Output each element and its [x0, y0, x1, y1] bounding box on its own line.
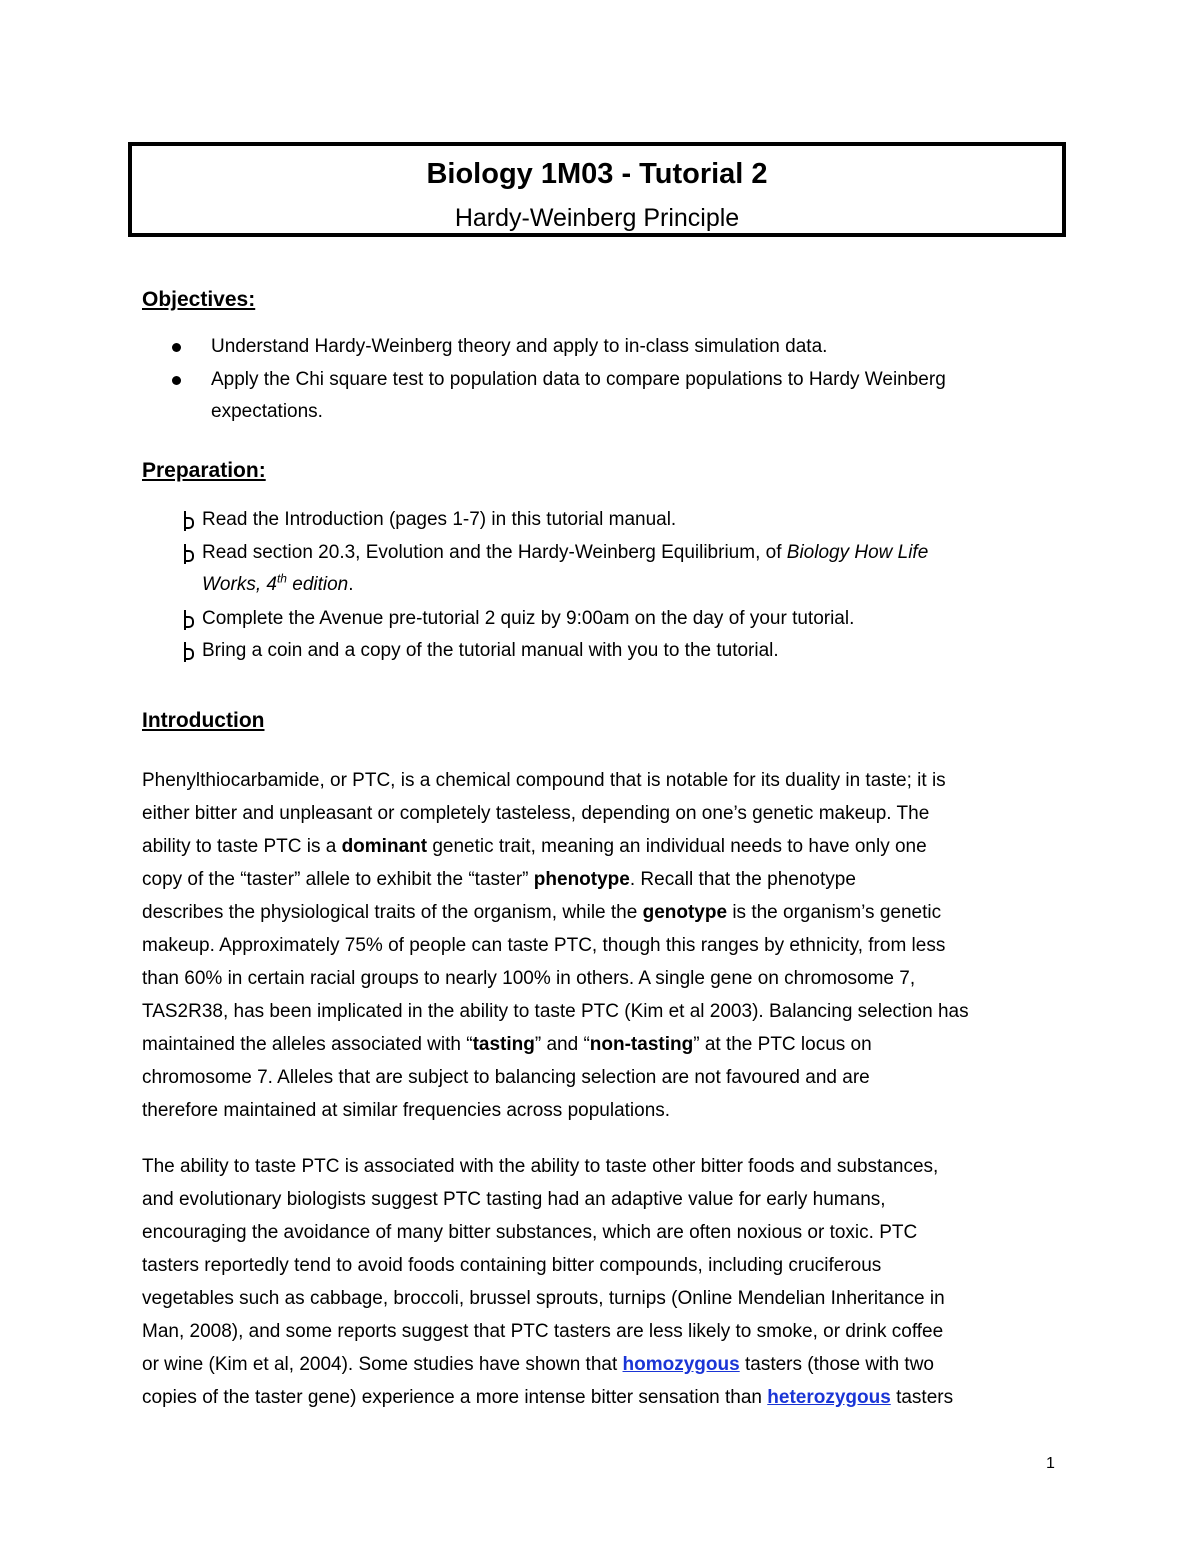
paragraph-2-line: encouraging the avoidance of many bitter substances, which are often noxious or toxic. PTC: [142, 1222, 918, 1243]
objective-item-2-continued: expectations.: [211, 401, 323, 422]
paragraph-2-line: Man, 2008), and some reports suggest that PTC tasters are less likely to smoke, or drink coffee: [142, 1321, 944, 1342]
objective-item-2: Apply the Chi square test to population data to compare populations to Hardy Weinberg: [211, 369, 946, 390]
preparation-heading: Preparation:: [142, 459, 266, 482]
document-title: Biology 1M03 - Tutorial 2: [426, 158, 768, 190]
paragraph-1-line: Phenylthiocarbamide, or PTC, is a chemical compound that is notable for its duality in taste; it is: [142, 770, 946, 791]
title-box: [128, 142, 1066, 237]
paragraph-1-line: copy of the “taster” allele to exhibit the “taster” phenotype. Recall that the phenotype: [142, 869, 856, 890]
paragraph-2-line: tasters reportedly tend to avoid foods containing bitter compounds, including cruciferous: [142, 1255, 882, 1276]
objective-item-1: Understand Hardy-Weinberg theory and apply to in-class simulation data.: [211, 336, 828, 357]
preparation-item-2: Read section 20.3, Evolution and the Hardy-Weinberg Equilibrium, of Biology How Life: [202, 542, 929, 563]
paragraph-2-line: and evolutionary biologists suggest PTC tasting had an adaptive value for early humans,: [142, 1189, 886, 1210]
objectives-heading: Objectives:: [142, 288, 256, 311]
preparation-item-2-continued: Works, 4th edition.: [202, 571, 354, 595]
paragraph-2-line: vegetables such as cabbage, broccoli, brussel sprouts, turnips (Online Mendelian Inheritance in: [142, 1288, 945, 1309]
preparation-item-1: Read the Introduction (pages 1-7) in this tutorial manual.: [202, 509, 677, 530]
checkbox-icon: [184, 642, 195, 662]
bullet-icon: [172, 376, 181, 385]
paragraph-2-line: The ability to taste PTC is associated with the ability to taste other bitter foods and substances,: [142, 1156, 939, 1177]
page-number: 1: [1046, 1455, 1055, 1472]
paragraph-1-line: TAS2R38, has been implicated in the ability to taste PTC (Kim et al 2003). Balancing selection has: [142, 1001, 969, 1022]
paragraph-2-line: copies of the taster gene) experience a more intense bitter sensation than heterozygous tasters: [142, 1387, 954, 1408]
paragraph-1-line: makeup. Approximately 75% of people can taste PTC, though this ranges by ethnicity, from less: [142, 935, 946, 956]
bullet-icon: [172, 343, 181, 352]
paragraph-1-line: than 60% in certain racial groups to nearly 100% in others. A single gene on chromosome 7,: [142, 968, 916, 989]
paragraph-1-line: either bitter and unpleasant or completely tasteless, depending on one’s genetic makeup. The: [142, 803, 930, 824]
document-subtitle: Hardy-Weinberg Principle: [454, 204, 740, 232]
checkbox-icon: [184, 544, 195, 564]
preparation-item-4: Bring a coin and a copy of the tutorial manual with you to the tutorial.: [202, 640, 779, 661]
heterozygous-link[interactable]: heterozygous: [767, 1387, 891, 1408]
paragraph-1-line: ability to taste PTC is a dominant genetic trait, meaning an individual needs to have only one: [142, 836, 927, 857]
homozygous-link[interactable]: homozygous: [622, 1354, 740, 1375]
paragraph-1-line: describes the physiological traits of the organism, while the genotype is the organism’s genetic: [142, 902, 942, 923]
paragraph-2-line: or wine (Kim et al, 2004). Some studies have shown that homozygous tasters (those with two: [142, 1354, 934, 1375]
checkbox-icon: [184, 511, 195, 531]
paragraph-1-line: therefore maintained at similar frequencies across populations.: [142, 1100, 671, 1121]
preparation-item-3: Complete the Avenue pre-tutorial 2 quiz by 9:00am on the day of your tutorial.: [202, 608, 855, 629]
paragraph-1-line: maintained the alleles associated with “tasting” and “non-tasting” at the PTC locus on: [142, 1034, 872, 1055]
paragraph-1-line: chromosome 7. Alleles that are subject to balancing selection are not favoured and are: [142, 1067, 870, 1088]
introduction-heading: Introduction: [142, 709, 265, 732]
checkbox-icon: [184, 610, 195, 630]
